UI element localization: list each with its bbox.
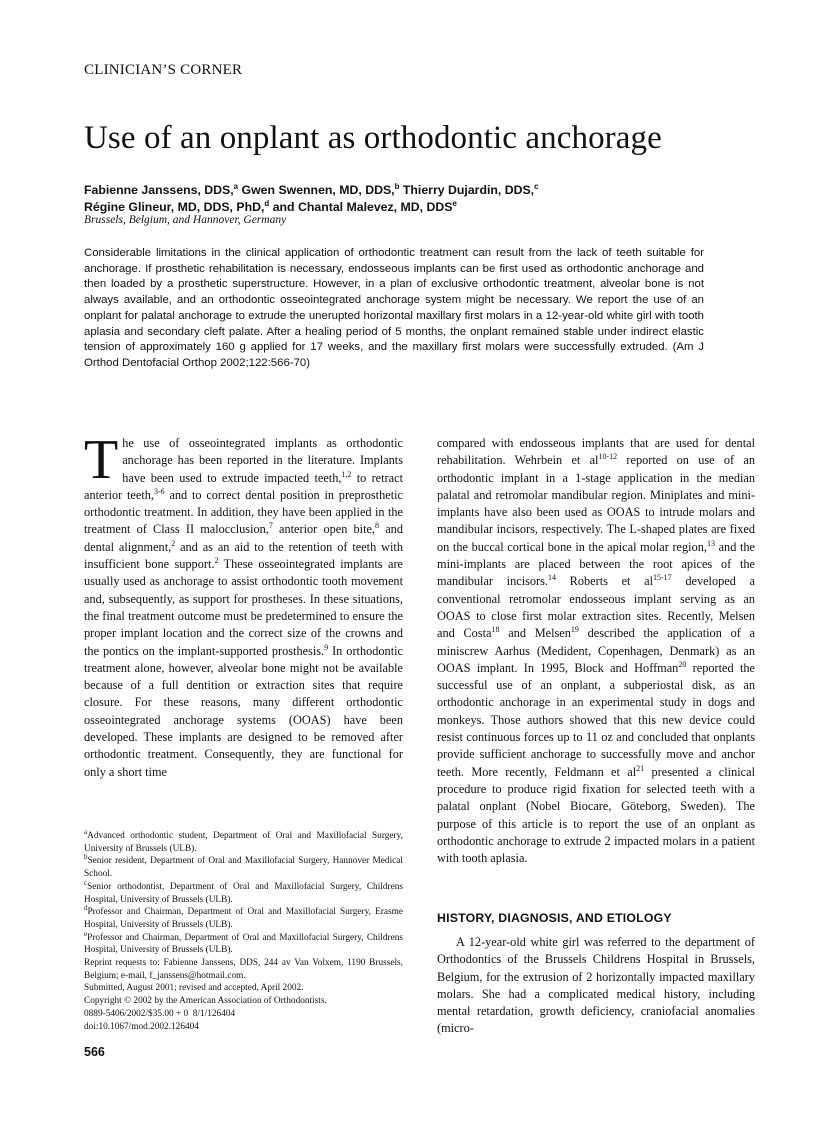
footnote: [84, 1021, 403, 1034]
author-separator: and: [269, 200, 298, 215]
author-name: Thierry Dujardin, DDS,: [402, 183, 535, 198]
affiliation: Brussels, Belgium, and Hannover, Germany: [84, 214, 287, 226]
body-text-run: and as an aid to the retention of teeth with insufficient bone support.: [84, 539, 403, 572]
author-affiliation-marker: e: [452, 199, 457, 208]
body-text-right: [437, 436, 755, 865]
author-list-line-2: [84, 195, 457, 216]
citation-reference: 15-17: [653, 573, 672, 583]
body-text-run: anterior open bite,: [272, 522, 376, 537]
page-number: 566: [84, 1045, 105, 1059]
footnote-text: Senior orthodontist, Department of Oral and Maxillofacial Surgery, Childrens Hospital, University of Brussels (ULB).: [84, 881, 403, 905]
author-affiliation-marker: d: [264, 199, 270, 208]
footnote-marker: b: [84, 853, 88, 862]
body-text-run: Roberts et al: [556, 574, 653, 589]
body-text-run: reported on use of an orthodontic implant in a 1-stage application in the median palatal and retromolar mandibular region. Miniplates and mini-implants have also been used as OOAS to intrude molars and mandibular incisors, respectively. The L-shaped plates are fixed on the buccal cortical bone in the apical molar region,: [437, 453, 755, 554]
author-name: Gwen Swennen, MD, DDS,: [241, 183, 395, 198]
abstract: Considerable limitations in the clinical application of orthodontic treatment can result from the lack of teeth suitable for anchorage. If prosthetic rehabilitation is necessary, endosseous implants can be first used as orthodontic anchorage and then loaded by a prosthetic superstructure. However, in a plan of exclusive orthodontic treatment, alveolar bone is not always available, and an orthodontic osseointegrated anchorage system might be necessary. We report the use of an onplant for palatal anchorage to extrude the unerupted horizontal maxillary first molars in a 12-year-old white girl with tooth aplasia and secondary cleft palate. After a healing period of 5 months, the onplant remained stable under indirect elastic tension of approximately 160 g applied for 17 weeks, and the maxillary first molars were successfully extruded. (Am J Orthod Dentofacial Orthop 2002;122:566-70): [84, 247, 704, 369]
footnote: [84, 855, 403, 880]
body-text-run: and to correct dental position in preprosthetic orthodontic treatment. In addition, they have been applied in the treatment of Class II malocclusion,: [84, 487, 403, 537]
citation-reference: 13: [706, 538, 715, 548]
body-text-run: to retract anterior teeth,: [84, 470, 403, 502]
citation-reference: 2: [171, 538, 176, 548]
footnote-text: Copyright © 2002 by the American Association of Orthodontists.: [84, 996, 327, 1007]
body-text-run: and dental alignment,: [84, 522, 403, 554]
footnote-text: Senior resident, Department of Oral and Maxillofacial Surgery, Hannover Medical School.: [84, 856, 403, 880]
section-label: CLINICIAN’S CORNER: [84, 62, 243, 78]
footnote-text: Advanced orthodontic student, Department of Oral and Maxillofacial Surgery, University of Brussels (ULB).: [84, 831, 403, 854]
footnote-marker: c: [84, 878, 88, 887]
body-text-run: In orthodontic treatment alone, however, alveolar bone might not be available because of a full dentition or extraction sites that require closure. For these reasons, many different orthodontic osseointegrated anchorage systems (OOAS) have been developed. These implants are designed to be removed after orthodontic treatment. Consequently, they are functional for only a short time: [84, 643, 403, 779]
section-text: A 12-year-old white girl was referred to the department of Orthodontics of the Brussels Childrens Hospital in Brussels, Belgium, for the extrusion of 2 horizontally impacted maxillary molars. She had a complicated medical history, including mental retardation, growth deficiency, craniofacial anomalies (micro-: [437, 935, 755, 1036]
footnote-marker: a: [84, 827, 88, 836]
footnote-text: doi:10.1067/mod.2002.126404: [84, 1021, 199, 1032]
body-column-right: [437, 435, 755, 867]
author-name: Fabienne Janssens, DDS,: [84, 183, 234, 198]
footnote-marker: d: [84, 904, 88, 913]
body-text-run: and Melsen: [499, 626, 571, 641]
citation-reference: 20: [678, 659, 687, 669]
footnotes: [84, 827, 403, 1033]
citation-reference: 7: [268, 521, 273, 531]
footnote: [84, 1008, 403, 1021]
citation-reference: 3-6: [154, 486, 165, 496]
footnote-text: Professor and Chairman, Department of Oral and Maxillofacial Surgery, Childrens Hospital, University of Brussels (ULB).: [84, 932, 403, 956]
citation-reference: 1,2: [341, 469, 352, 479]
footnote-text: Submitted, August 2001; revised and accepted, April 2002.: [84, 983, 304, 994]
footnote: [84, 878, 403, 906]
footnote-marker: e: [84, 929, 88, 938]
footnote: [84, 995, 403, 1008]
drop-cap: T: [84, 429, 119, 491]
article-title: Use of an onplant as orthodontic anchorage: [84, 120, 662, 156]
section-heading: HISTORY, DIAGNOSIS, AND ETIOLOGY: [437, 911, 672, 925]
citation-reference: 14: [548, 573, 556, 583]
footnote-text: Reprint requests to: Fabienne Janssens, DDS, 244 av Van Volxem, 1190 Brussels, Belgium; e-mail, f_janssens@hotmail.com.: [84, 958, 403, 981]
citation-reference: 8: [375, 521, 380, 531]
body-text-run: and the mini-implants are placed between the root apices of the mandibular incisors.: [437, 539, 755, 589]
author-affiliation-marker: c: [534, 182, 539, 191]
body-text-run: reported the successful use of an onplant, a subperiostal disk, as an orthodontic anchorage in an experimental study in dogs and monkeys. Those authors showed that this new device could resist continuous forces up to 11 oz and concluded that onplants provide sufficient anchorage to successfully move and anchor teeth. More recently, Feldmann et al: [437, 660, 756, 779]
citation-reference: 9: [324, 642, 329, 652]
author-affiliation-marker: b: [394, 182, 400, 191]
body-text-left: [84, 429, 403, 779]
body-text-run: compared with endosseous implants that are used for dental rehabilitation. Wehrbein et al: [437, 436, 755, 468]
body-text-run: presented a clinical procedure to produce rigid fixation for selected teeth with a palatal onplant (Nobel Biocare, Göteborg, Sweden). The purpose of this article is to report the use of an onplant as orthodontic anchorage to extrude 2 impacted molars in a patient with tooth aplasia.: [437, 764, 755, 866]
footnote: [84, 906, 403, 931]
citation-reference: 21: [636, 763, 645, 773]
footnote: [84, 827, 403, 855]
body-text-run: he use of osseointegrated implants as orthodontic anchorage has been reported in the literature. Implants have been used to extrude impacted teeth,: [122, 436, 403, 485]
footnote-text: Professor and Chairman, Department of Oral and Maxillofacial Surgery, Erasme Hospital, University of Brussels (ULB).: [84, 907, 403, 930]
citation-reference: 18: [491, 625, 500, 635]
citation-reference: 10-12: [598, 452, 618, 462]
footnote: [84, 929, 403, 957]
author-affiliation-marker: a: [233, 182, 239, 191]
citation-reference: 2: [214, 555, 219, 565]
citation-reference: 19: [570, 625, 579, 635]
footnote: [84, 957, 403, 982]
author-name: Chantal Malevez, MD, DDS: [297, 200, 453, 215]
author-name: Régine Glineur, MD, DDS, PhD,: [84, 200, 265, 215]
body-text-run: developed a conventional retromolar endosseous implant serving as an OOAS to close first molar extraction sites. Recently, Melsen and Costa: [437, 574, 755, 641]
footnote-text: 0889-5406/2002/$35.00 + 0 8/1/126404: [84, 1008, 236, 1019]
body-text-run: These osseointegrated implants are usually used as anchorage to assist orthodontic tooth movement and, subsequently, as support for prostheses. In these situations, the final treatment outcome must be predetermined to ensure the proper implant location and the correct size of the crowns and the pontics on the implant-supported prosthesis.: [84, 557, 403, 658]
body-text-run: described the application of a miniscrew Aarhus (Medident, Copenhagen, Denmark) as an OOAS implant. In 1995, Block and Hoffman: [437, 626, 755, 675]
body-column-left: [84, 429, 403, 781]
footnote: [84, 982, 403, 995]
